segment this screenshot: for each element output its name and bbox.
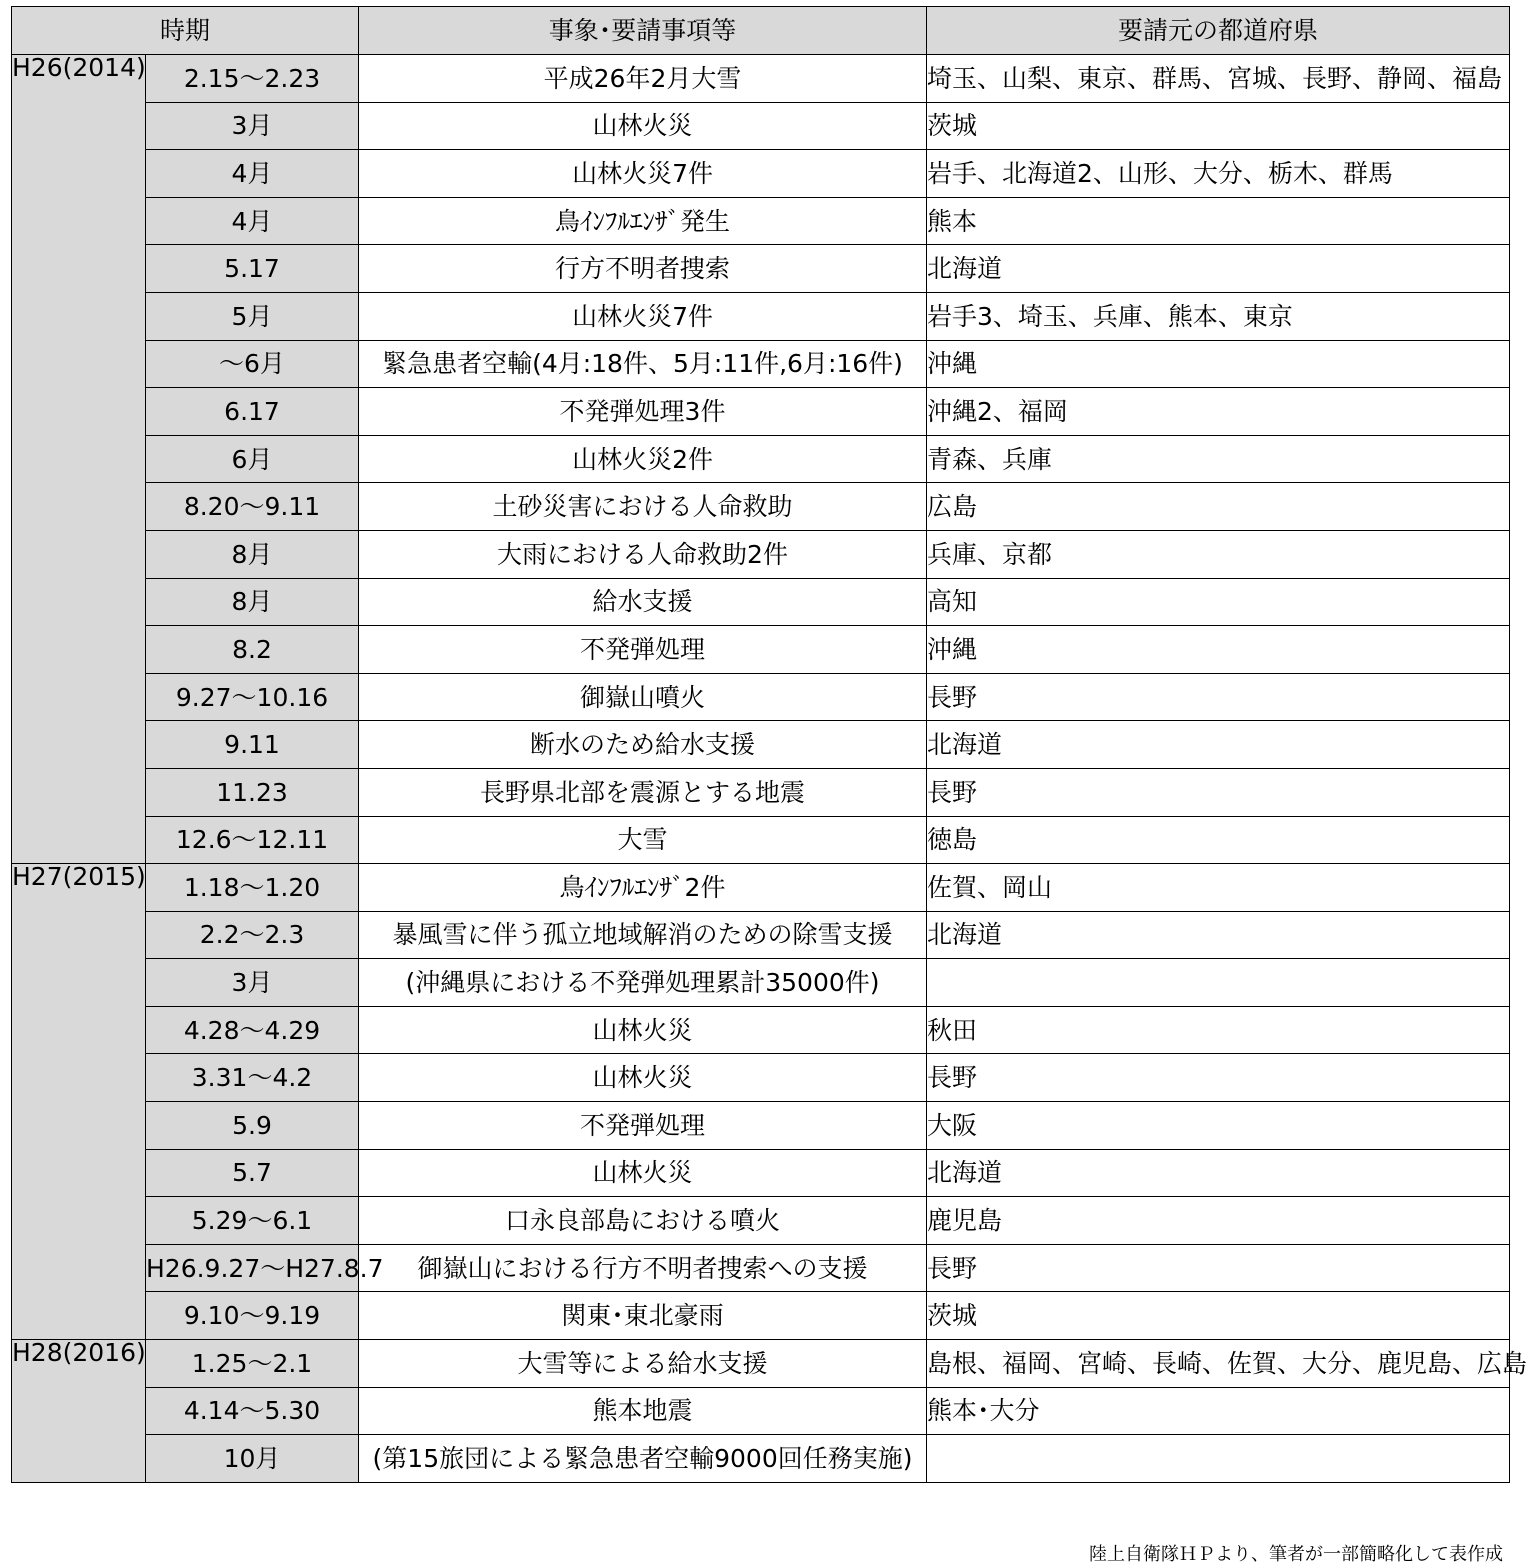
event-cell: (第15旅団による緊急患者空輸9000回任務実施) — [359, 1435, 927, 1483]
event-cell: 不発弾処理 — [359, 626, 927, 674]
prefecture-cell: 茨城 — [927, 1292, 1510, 1340]
date-cell: 9.11 — [146, 721, 359, 769]
prefecture-cell: 兵庫、京都 — [927, 530, 1510, 578]
date-cell: 9.27～10.16 — [146, 673, 359, 721]
table-row — [12, 1340, 1510, 1388]
date-cell: 8.2 — [146, 626, 359, 674]
date-cell: 4.28～4.29 — [146, 1006, 359, 1054]
date-cell: 2.15～2.23 — [146, 55, 359, 103]
event-cell: 山林火災 — [359, 1149, 927, 1197]
date-cell: 8月 — [146, 578, 359, 626]
table-row — [12, 530, 1510, 578]
table-row — [12, 1435, 1510, 1483]
table-row — [12, 197, 1510, 245]
event-cell: 大雪等による給水支援 — [359, 1340, 927, 1388]
event-cell: 暴風雪に伴う孤立地域解消のための除雪支援 — [359, 911, 927, 959]
table-row — [12, 1054, 1510, 1102]
prefecture-cell: 熊本 — [927, 197, 1510, 245]
table-row — [12, 1149, 1510, 1197]
date-cell: 3月 — [146, 959, 359, 1007]
prefecture-cell: 長野 — [927, 768, 1510, 816]
prefecture-cell: 島根、福岡、宮崎、長崎、佐賀、大分、鹿児島、広島 — [927, 1340, 1510, 1388]
table-row — [12, 626, 1510, 674]
event-cell: 緊急患者空輸(4月:18件、5月:11件,6月:16件) — [359, 340, 927, 388]
date-cell: 5.9 — [146, 1102, 359, 1150]
event-cell: 鳥ｲﾝﾌﾙｴﾝｻﾞ発生 — [359, 197, 927, 245]
event-cell: 鳥ｲﾝﾌﾙｴﾝｻﾞ2件 — [359, 864, 927, 912]
date-cell: 11.23 — [146, 768, 359, 816]
event-cell: 不発弾処理 — [359, 1102, 927, 1150]
table-row — [12, 721, 1510, 769]
event-cell: 平成26年2月大雪 — [359, 55, 927, 103]
event-cell: 関東･東北豪雨 — [359, 1292, 927, 1340]
date-cell: 8月 — [146, 530, 359, 578]
table-row — [12, 578, 1510, 626]
event-cell: 御嶽山における行方不明者捜索への支援 — [359, 1244, 927, 1292]
prefecture-cell: 北海道 — [927, 1149, 1510, 1197]
event-cell: 土砂災害における人命救助 — [359, 483, 927, 531]
prefecture-cell: 徳島 — [927, 816, 1510, 864]
disaster-dispatch-table — [11, 6, 1527, 1483]
date-cell: 5.29～6.1 — [146, 1197, 359, 1245]
year-cell: H28(2016) — [12, 1340, 146, 1483]
table-row — [12, 292, 1510, 340]
event-cell: 口永良部島における噴火 — [359, 1197, 927, 1245]
date-cell: 8.20～9.11 — [146, 483, 359, 531]
date-cell: 5.17 — [146, 245, 359, 293]
header-period: 時期 — [12, 7, 359, 55]
table-row — [12, 55, 1510, 103]
date-cell: 4月 — [146, 150, 359, 198]
table-row — [12, 959, 1510, 1007]
prefecture-cell: 岩手3、埼玉、兵庫、熊本、東京 — [927, 292, 1510, 340]
event-cell: 長野県北部を震源とする地震 — [359, 768, 927, 816]
prefecture-cell: 沖縄 — [927, 626, 1510, 674]
prefecture-cell: 広島 — [927, 483, 1510, 531]
table-row — [12, 1292, 1510, 1340]
event-cell: 行方不明者捜索 — [359, 245, 927, 293]
prefecture-cell: 青森、兵庫 — [927, 435, 1510, 483]
table-row — [12, 245, 1510, 293]
header-prefecture: 要請元の都道府県 — [927, 7, 1510, 55]
prefecture-cell: 北海道 — [927, 721, 1510, 769]
date-cell: 2.2～2.3 — [146, 911, 359, 959]
event-cell: 山林火災7件 — [359, 150, 927, 198]
date-cell: 1.25～2.1 — [146, 1340, 359, 1388]
table-row — [12, 435, 1510, 483]
header-event: 事象･要請事項等 — [359, 7, 927, 55]
date-cell: 5.7 — [146, 1149, 359, 1197]
date-cell: 1.18～1.20 — [146, 864, 359, 912]
year-cell: H27(2015) — [12, 864, 146, 1340]
table-row — [12, 388, 1510, 436]
date-cell: 6.17 — [146, 388, 359, 436]
table-row — [12, 864, 1510, 912]
prefecture-cell: 長野 — [927, 1244, 1510, 1292]
prefecture-cell: 沖縄2、福岡 — [927, 388, 1510, 436]
prefecture-cell: 鹿児島 — [927, 1197, 1510, 1245]
prefecture-cell: 佐賀、岡山 — [927, 864, 1510, 912]
event-cell: 給水支援 — [359, 578, 927, 626]
prefecture-cell: 高知 — [927, 578, 1510, 626]
date-cell: ～6月 — [146, 340, 359, 388]
prefecture-cell: 熊本･大分 — [927, 1387, 1510, 1435]
event-cell: 大雪 — [359, 816, 927, 864]
event-cell: 山林火災 — [359, 1054, 927, 1102]
prefecture-cell: 秋田 — [927, 1006, 1510, 1054]
date-cell: 12.6～12.11 — [146, 816, 359, 864]
date-cell: 3月 — [146, 102, 359, 150]
prefecture-cell: 沖縄 — [927, 340, 1510, 388]
year-cell: H26(2014) — [12, 55, 146, 864]
table-row — [12, 1387, 1510, 1435]
event-cell: 山林火災 — [359, 102, 927, 150]
prefecture-cell: 岩手、北海道2、山形、大分、栃木、群馬 — [927, 150, 1510, 198]
event-cell: 不発弾処理3件 — [359, 388, 927, 436]
event-cell: 大雨における人命救助2件 — [359, 530, 927, 578]
table-row — [12, 340, 1510, 388]
table-row — [12, 102, 1510, 150]
event-cell: 山林火災 — [359, 1006, 927, 1054]
table-row — [12, 911, 1510, 959]
date-cell: H26.9.27～H27.8.7 — [146, 1244, 359, 1292]
event-cell: 熊本地震 — [359, 1387, 927, 1435]
source-note: 陸上自衛隊ＨＰより、筆者が一部簡略化して表作成 — [1089, 1544, 1503, 1565]
table-row — [12, 673, 1510, 721]
table-row — [12, 1197, 1510, 1245]
table-row — [12, 150, 1510, 198]
event-cell: 御嶽山噴火 — [359, 673, 927, 721]
prefecture-cell: 長野 — [927, 1054, 1510, 1102]
date-cell: 4.14～5.30 — [146, 1387, 359, 1435]
table-body — [12, 53, 1527, 1483]
table-row — [12, 1102, 1510, 1150]
event-cell: 断水のため給水支援 — [359, 721, 927, 769]
table-row — [12, 816, 1510, 864]
date-cell: 5月 — [146, 292, 359, 340]
prefecture-cell — [927, 1435, 1510, 1483]
table-row — [12, 483, 1510, 531]
event-cell: (沖縄県における不発弾処理累計35000件) — [359, 959, 927, 1007]
date-cell: 6月 — [146, 435, 359, 483]
table-row — [12, 1244, 1510, 1292]
table-row — [12, 1006, 1510, 1054]
event-cell: 山林火災7件 — [359, 292, 927, 340]
prefecture-cell: 埼玉、山梨、東京、群馬、宮城、長野、静岡、福島 — [927, 55, 1510, 103]
date-cell: 9.10～9.19 — [146, 1292, 359, 1340]
date-cell: 4月 — [146, 197, 359, 245]
prefecture-cell: 北海道 — [927, 245, 1510, 293]
prefecture-cell: 長野 — [927, 673, 1510, 721]
prefecture-cell: 茨城 — [927, 102, 1510, 150]
prefecture-cell: 大阪 — [927, 1102, 1510, 1150]
date-cell: 3.31～4.2 — [146, 1054, 359, 1102]
date-cell: 10月 — [146, 1435, 359, 1483]
event-cell: 山林火災2件 — [359, 435, 927, 483]
table-row — [12, 768, 1510, 816]
header-row — [12, 7, 1510, 55]
prefecture-cell — [927, 959, 1510, 1007]
prefecture-cell: 北海道 — [927, 911, 1510, 959]
